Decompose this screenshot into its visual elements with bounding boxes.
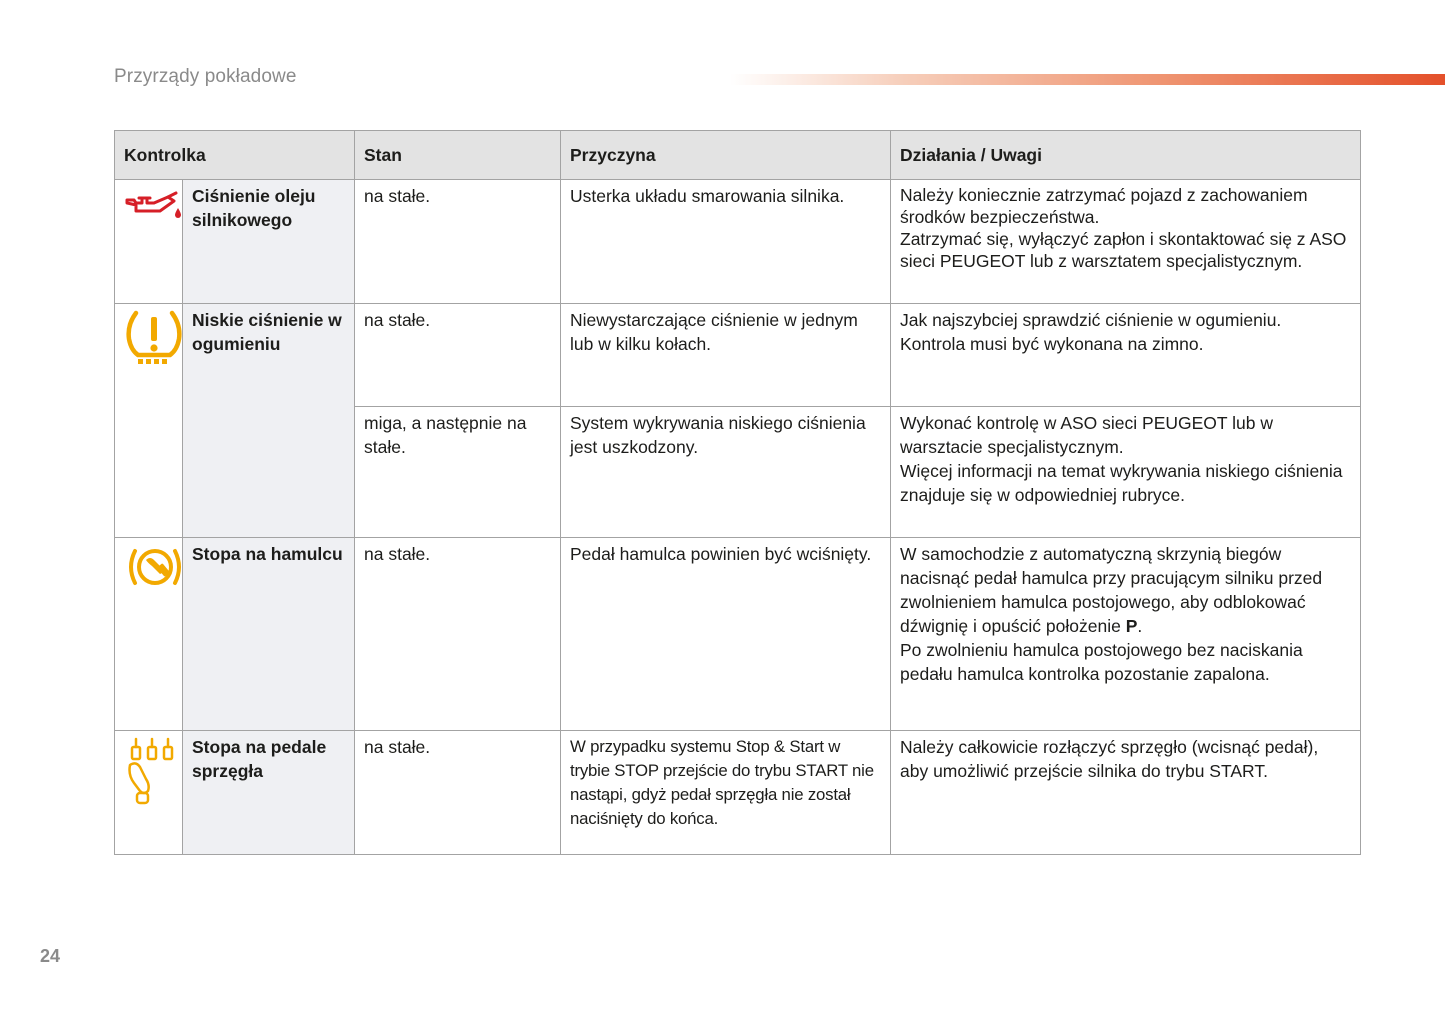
action-text-2: Kontrola musi być wykonana na zimno. — [900, 334, 1204, 354]
state-cell: na stałe. — [355, 180, 561, 304]
foot-on-brake-icon — [124, 542, 186, 592]
cause-cell: Pedał hamulca powinien być wciśnięty. — [561, 538, 891, 731]
column-header-stan: Stan — [355, 131, 561, 180]
gear-position-p: P — [1125, 616, 1138, 636]
cause-cell: W przypadku systemu Stop & Start w trybie STOP przejście do trybu START nie nastąpi, gdyż pedał sprzęgła nie został naciśnięty do końca. — [561, 731, 891, 855]
state-cell: na stałe. — [355, 731, 561, 855]
cause-cell: Niewystarczające ciśnienie w jednym lub w kilku kołach. — [561, 304, 891, 407]
cause-cell: System wykrywania niskiego ciśnienia jest uszkodzony. — [561, 407, 891, 538]
header-accent-bar — [730, 74, 1445, 85]
column-header-kontrolka: Kontrolka — [115, 131, 355, 180]
icon-cell — [115, 180, 183, 304]
state-cell: na stałe. — [355, 304, 561, 407]
action-text-main: W samochodzie z automatyczną skrzynią biegów nacisnąć pedał hamulca przy pracującym silniku przed zwolnieniem hamulca postojowego, aby odblokować dźwignię i opuścić położenie — [900, 544, 1323, 636]
table-row — [115, 180, 1361, 304]
warning-name: Stopa na hamulcu — [183, 538, 355, 731]
action-cell — [891, 407, 1361, 538]
action-cell: Należy całkowicie rozłączyć sprzęgło (wcisnąć pedał), aby umożliwić przejście silnika do trybu START. — [891, 731, 1361, 855]
state-cell: na stałe. — [355, 538, 561, 731]
action-text-end: . — [1137, 616, 1143, 636]
icon-cell — [115, 304, 183, 538]
table-row — [115, 731, 1361, 855]
table-row — [115, 304, 1361, 407]
section-title: Przyrządy pokładowe — [114, 66, 297, 87]
table-header-row — [115, 131, 1361, 180]
action-text-2: Po zwolnieniu hamulca postojowego bez naciskania pedału hamulca kontrolka pozostanie zapalona. — [900, 640, 1303, 684]
state-cell: miga, a następnie na stałe. — [355, 407, 561, 538]
action-text — [900, 542, 1351, 638]
action-text: Jak najszybciej sprawdzić ciśnienie w ogumieniu. — [900, 310, 1282, 330]
action-text-2: Zatrzymać się, wyłączyć zapłon i skontaktować się z ASO sieci PEUGEOT lub z warsztatem specjalistycznym. — [900, 229, 1347, 271]
icon-cell — [115, 731, 183, 855]
warning-name: Stopa na pedale sprzęgła — [183, 731, 355, 855]
column-header-dzialania: Działania / Uwagi — [891, 131, 1361, 180]
page-number: 24 — [40, 946, 61, 966]
icon-cell — [115, 538, 183, 731]
action-text: Wykonać kontrolę w ASO sieci PEUGEOT lub w warsztacie specjalistycznym. — [900, 413, 1273, 457]
foot-on-clutch-icon — [124, 735, 180, 805]
warning-lights-table — [114, 130, 1361, 855]
warning-name: Ciśnienie oleju silnikowego — [183, 180, 355, 304]
engine-oil-pressure-icon — [124, 184, 182, 224]
action-text-2: Więcej informacji na temat wykrywania niskiego ciśnienia znajduje się w odpowiedniej rubryce. — [900, 461, 1343, 505]
action-cell — [891, 304, 1361, 407]
action-text: Należy koniecznie zatrzymać pojazd z zachowaniem środków bezpieczeństwa. — [900, 185, 1308, 227]
cause-cell: Usterka układu smarowania silnika. — [561, 180, 891, 304]
column-header-przyczyna: Przyczyna — [561, 131, 891, 180]
action-cell — [891, 538, 1361, 731]
warning-name: Niskie ciśnienie w ogumieniu — [183, 304, 355, 538]
table-row — [115, 538, 1361, 731]
tyre-pressure-icon — [124, 308, 184, 368]
action-cell — [891, 180, 1361, 304]
